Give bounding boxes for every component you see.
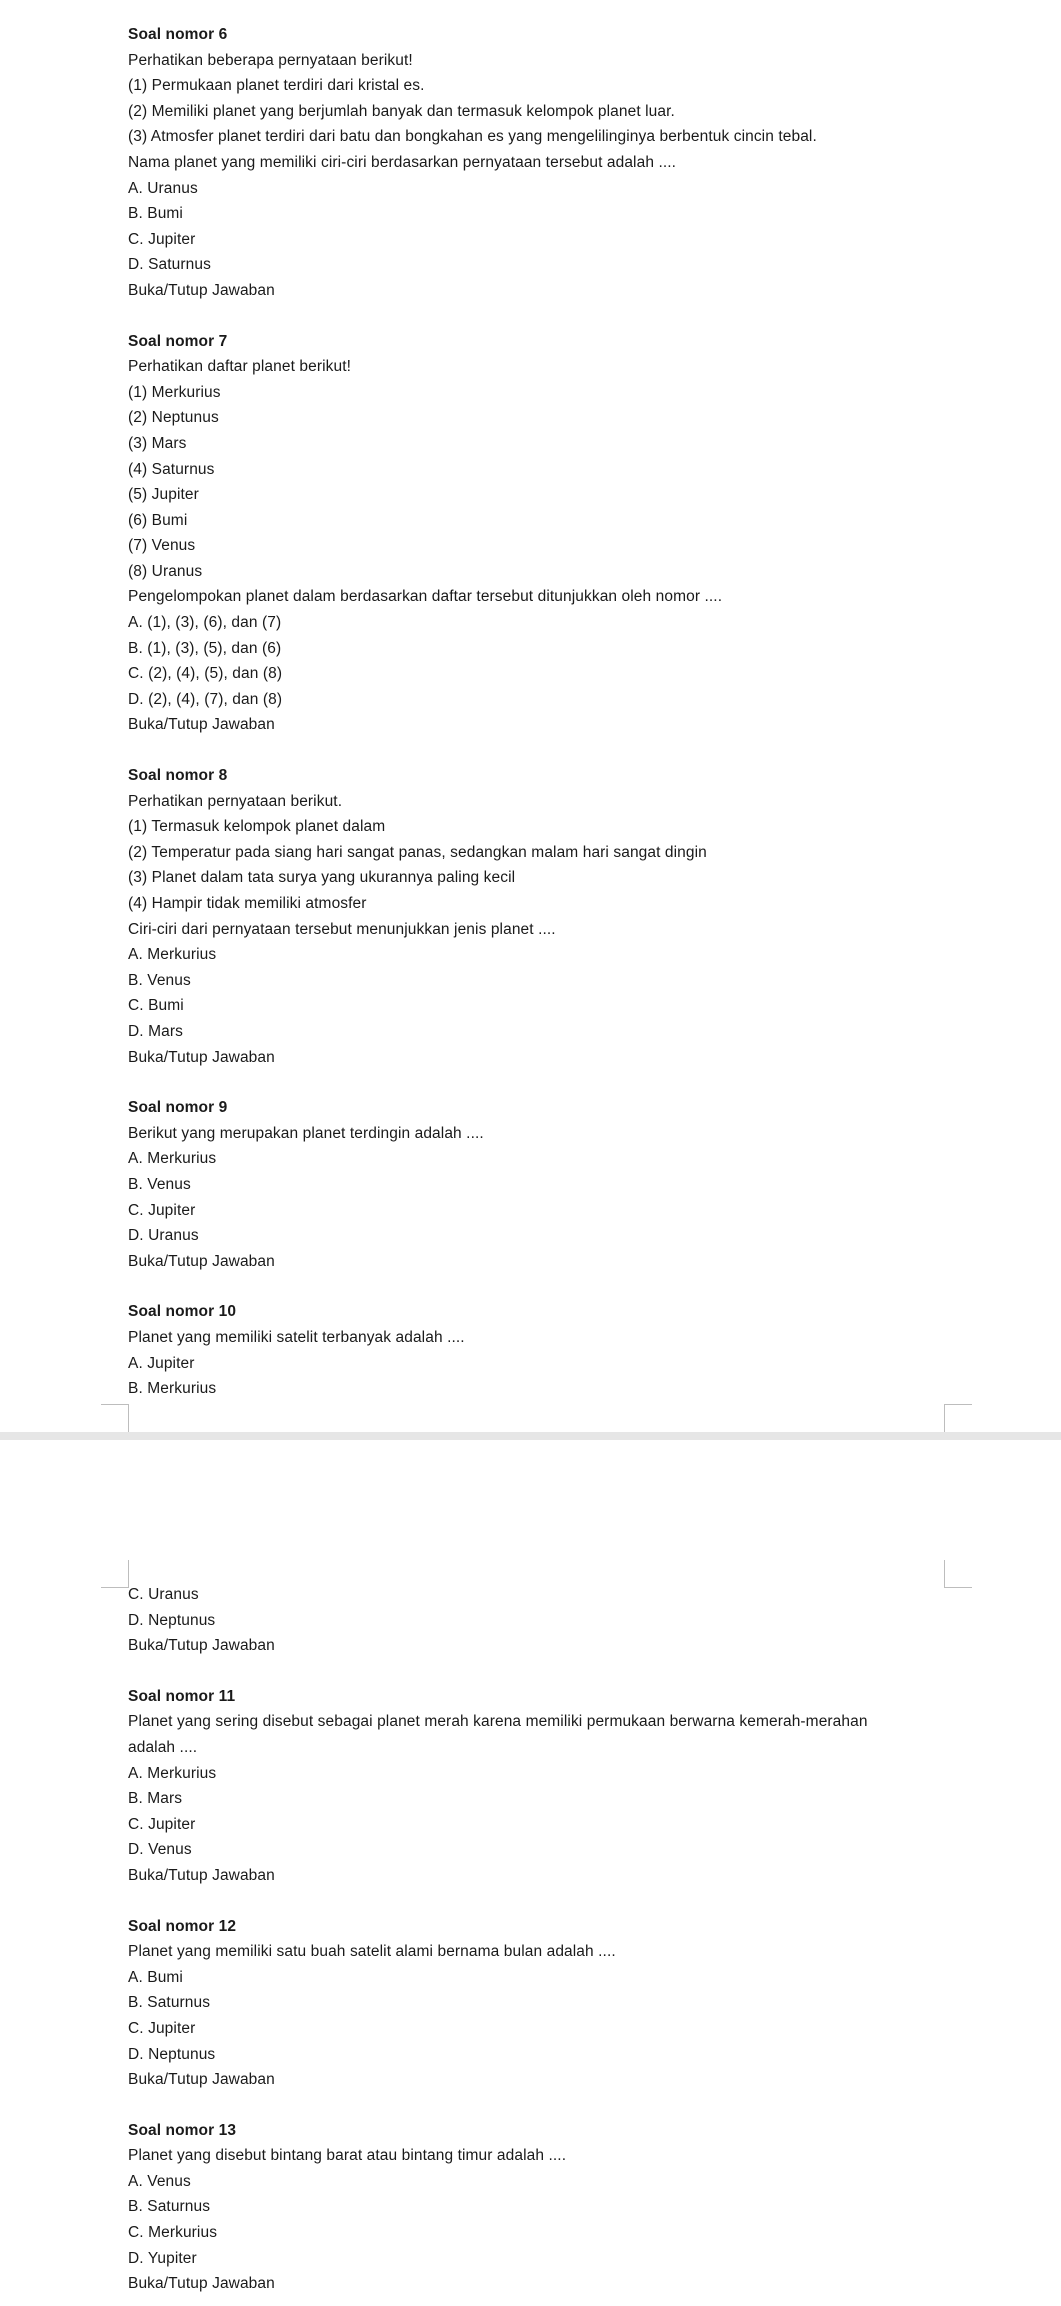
answer-option: A. Merkurius — [128, 1764, 217, 1782]
question-title: Soal nomor 6 — [128, 26, 228, 43]
toggle-answer-link[interactable]: Buka/Tutup Jawaban — [128, 1048, 275, 1066]
page-margin-corner-mark — [101, 1404, 129, 1432]
question-title: Soal nomor 12 — [128, 1917, 237, 1935]
question-prompt: adalah .... — [128, 1738, 198, 1756]
answer-option: A. Uranus — [128, 179, 198, 197]
answer-option: B. Saturnus — [128, 2198, 211, 2216]
answer-option: D. (2), (4), (7), dan (8) — [128, 690, 283, 708]
list-item: (2) Neptunus — [128, 409, 219, 427]
question-intro: Perhatikan beberapa pernyataan berikut! — [128, 51, 413, 69]
statement: (2) Temperatur pada siang hari sangat panas, sedangkan malam hari sangat dingin — [128, 843, 707, 861]
question-10 — [128, 1299, 948, 1401]
page-2-content — [128, 1582, 948, 2297]
question-title: Soal nomor 10 — [128, 1303, 237, 1321]
question-9 — [128, 1095, 948, 1274]
question-intro: Perhatikan pernyataan berikut. — [128, 792, 343, 810]
answer-option: C. Bumi — [128, 997, 184, 1015]
list-item: (7) Venus — [128, 537, 196, 555]
question-prompt: Nama planet yang memiliki ciri-ciri berdasarkan pernyataan tersebut adalah .... — [128, 153, 677, 171]
page-margin-corner-mark — [944, 1560, 972, 1588]
toggle-answer-link[interactable]: Buka/Tutup Jawaban — [128, 716, 275, 734]
question-prompt: Ciri-ciri dari pernyataan tersebut menunjukkan jenis planet .... — [128, 920, 556, 938]
question-7 — [128, 329, 948, 739]
answer-option: A. (1), (3), (6), dan (7) — [128, 614, 282, 632]
question-10-continued — [128, 1582, 948, 1659]
answer-option: C. Jupiter — [128, 1815, 196, 1833]
answer-option: A. Merkurius — [128, 1150, 217, 1168]
answer-option: D. Uranus — [128, 1227, 199, 1245]
question-12 — [128, 1914, 948, 2093]
answer-option: D. Yupiter — [128, 2249, 197, 2267]
answer-option: C. Jupiter — [128, 1201, 196, 1219]
list-item: (3) Mars — [128, 434, 187, 452]
answer-option: A. Merkurius — [128, 946, 217, 964]
answer-option: C. Uranus — [128, 1586, 199, 1603]
document-page-2 — [0, 1440, 1061, 2306]
answer-option: D. Neptunus — [128, 2045, 216, 2063]
question-intro: Perhatikan daftar planet berikut! — [128, 358, 352, 376]
question-title: Soal nomor 11 — [128, 1687, 236, 1705]
statement: (2) Memiliki planet yang berjumlah banyak dan termasuk kelompok planet luar. — [128, 102, 675, 120]
answer-option: C. Jupiter — [128, 2019, 196, 2037]
toggle-answer-link[interactable]: Buka/Tutup Jawaban — [128, 281, 275, 299]
toggle-answer-link[interactable]: Buka/Tutup Jawaban — [128, 1866, 275, 1884]
list-item: (1) Merkurius — [128, 383, 221, 401]
question-title: Soal nomor 8 — [128, 767, 228, 785]
question-title: Soal nomor 13 — [128, 2121, 237, 2139]
question-prompt: Pengelompokan planet dalam berdasarkan daftar tersebut ditunjukkan oleh nomor .... — [128, 588, 723, 606]
question-13 — [128, 2118, 948, 2297]
statement: (1) Termasuk kelompok planet dalam — [128, 818, 386, 836]
answer-option: C. Merkurius — [128, 2224, 218, 2242]
answer-option: D. Saturnus — [128, 256, 211, 274]
page-break-separator — [0, 1432, 1061, 1440]
page-margin-corner-mark — [944, 1404, 972, 1432]
toggle-answer-link[interactable]: Buka/Tutup Jawaban — [128, 2275, 275, 2293]
question-title: Soal nomor 9 — [128, 1099, 228, 1117]
answer-option: B. Bumi — [128, 205, 183, 223]
question-prompt: Planet yang sering disebut sebagai planet merah karena memiliki permukaan berwarna kemerah-merahan — [128, 1713, 868, 1731]
question-prompt: Planet yang memiliki satelit terbanyak adalah .... — [128, 1328, 465, 1346]
statement: (4) Hampir tidak memiliki atmosfer — [128, 895, 367, 912]
answer-option: D. Venus — [128, 1841, 192, 1859]
answer-option: C. (2), (4), (5), dan (8) — [128, 665, 283, 683]
list-item: (4) Saturnus — [128, 460, 215, 478]
statement: (3) Planet dalam tata surya yang ukurannya paling kecil — [128, 869, 516, 887]
answer-option: B. (1), (3), (5), dan (6) — [128, 639, 282, 657]
answer-option: B. Venus — [128, 1175, 191, 1193]
list-item: (8) Uranus — [128, 562, 203, 580]
page-1-content — [128, 22, 948, 1402]
answer-option: B. Venus — [128, 971, 191, 989]
question-prompt: Berikut yang merupakan planet terdingin adalah .... — [128, 1124, 484, 1142]
answer-option: D. Neptunus — [128, 1611, 216, 1629]
list-item: (6) Bumi — [128, 511, 188, 529]
question-11 — [128, 1684, 948, 1889]
answer-option: A. Bumi — [128, 1968, 183, 1986]
statement: (1) Permukaan planet terdiri dari kristal es. — [128, 77, 425, 95]
page-margin-corner-mark — [101, 1560, 129, 1588]
statement: (3) Atmosfer planet terdiri dari batu dan bongkahan es yang mengelilinginya berbentuk cincin tebal. — [128, 128, 817, 146]
question-8 — [128, 763, 948, 1070]
toggle-answer-link[interactable]: Buka/Tutup Jawaban — [128, 2071, 275, 2089]
answer-option: D. Mars — [128, 1022, 183, 1040]
toggle-answer-link[interactable]: Buka/Tutup Jawaban — [128, 1252, 275, 1270]
toggle-answer-link[interactable]: Buka/Tutup Jawaban — [128, 1637, 275, 1655]
question-title: Soal nomor 7 — [128, 332, 228, 350]
answer-option: B. Saturnus — [128, 1994, 211, 2012]
answer-option: A. Venus — [128, 2172, 191, 2190]
answer-option: B. Mars — [128, 1790, 183, 1808]
answer-option: B. Merkurius — [128, 1380, 217, 1398]
list-item: (5) Jupiter — [128, 486, 199, 504]
question-prompt: Planet yang memiliki satu buah satelit alami bernama bulan adalah .... — [128, 1943, 616, 1961]
question-prompt: Planet yang disebut bintang barat atau bintang timur adalah .... — [128, 2147, 567, 2165]
question-6 — [128, 22, 948, 304]
answer-option: A. Jupiter — [128, 1354, 195, 1372]
answer-option: C. Jupiter — [128, 230, 196, 248]
